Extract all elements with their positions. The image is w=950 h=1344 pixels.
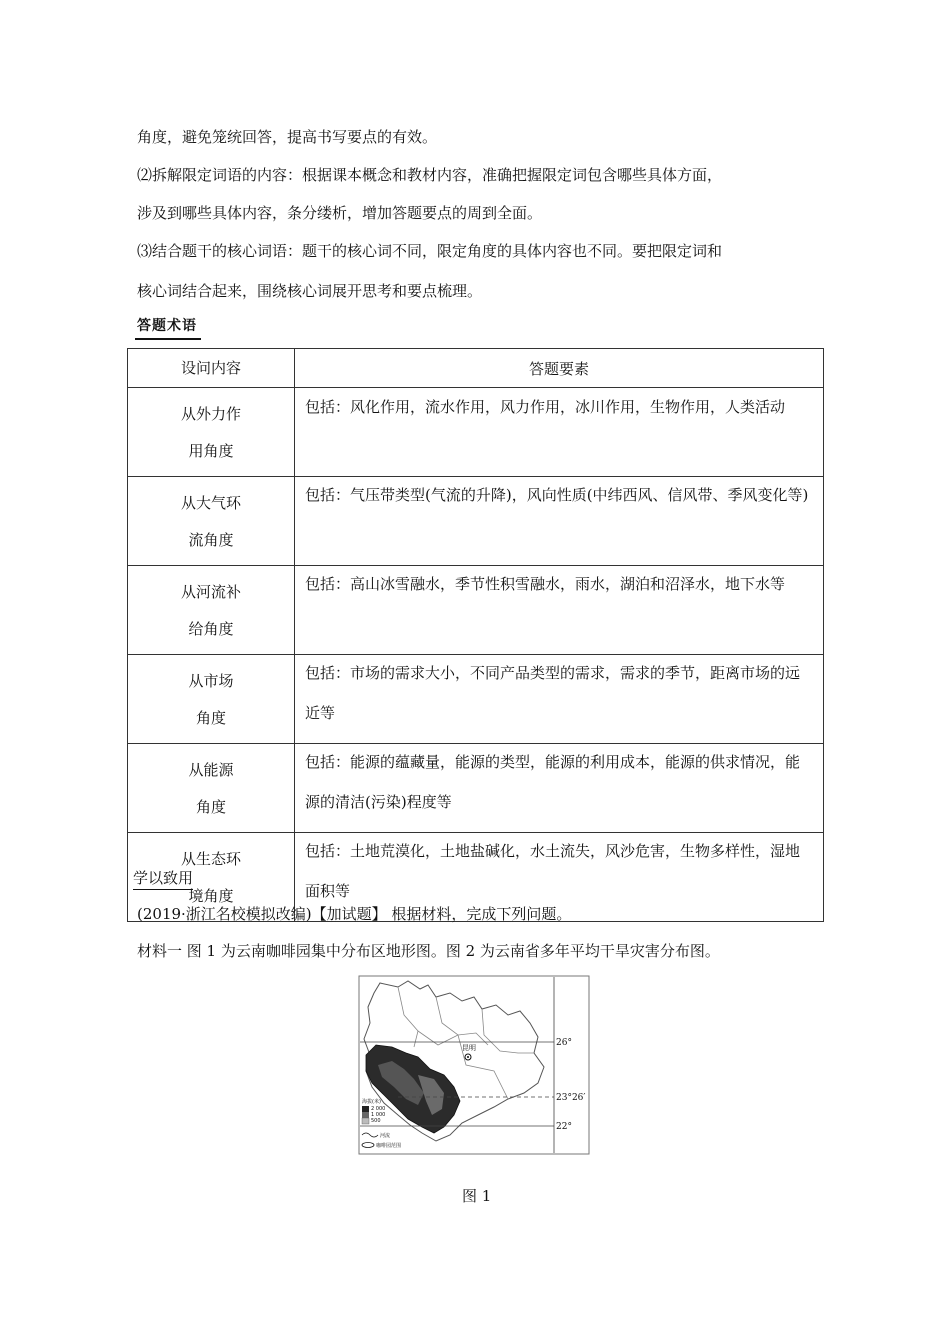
question-line: 从能源 <box>188 761 234 779</box>
legend-value: 1 000 <box>371 1112 386 1118</box>
table-header-question: 设问内容 <box>128 349 295 388</box>
legend-swatch-high <box>362 1106 369 1112</box>
material-one: 材料一 图 1 为云南咖啡园集中分布区地形图。图 2 为云南省多年平均干旱灾害分布图。 <box>137 942 720 960</box>
table-cell-answer <box>295 655 824 744</box>
intro-line-3: 涉及到哪些具体内容，条分缕析，增加答题要点的周到全面。 <box>137 204 543 222</box>
answer-text: 包括：市场的需求大小，不同产品类型的需求，需求的季节，距离市场的远近等 <box>305 664 801 722</box>
table-cell-question <box>128 655 295 744</box>
question-line: 从生态环 <box>180 850 241 868</box>
legend-river-label: 河流 <box>380 1133 391 1139</box>
lat-label-26: 26° <box>556 1038 572 1048</box>
legend-value: 2 000 <box>371 1106 386 1112</box>
legend-swatch-low <box>362 1118 369 1124</box>
intro-line-5: 核心词结合起来，围绕核心词展开思考和要点梳理。 <box>137 282 483 300</box>
legend-value: 500 <box>371 1118 381 1124</box>
table-row <box>128 388 824 477</box>
legend-title: 海拔(米) <box>362 1099 381 1105</box>
table-header-answer: 答题要素 <box>295 349 824 388</box>
intro-line-1: 角度，避免笼统回答，提高书写要点的有效。 <box>137 128 438 146</box>
answer-text: 包括：风化作用，流水作用，风力作用，冰川作用，生物作用，人类活动 <box>305 398 786 416</box>
question-line: 用角度 <box>188 442 234 460</box>
answer-text: 包括：土地荒漠化，土地盐碱化，水土流失，风沙危害，生物多样性，湿地面积等 <box>305 842 801 900</box>
question-line: 境角度 <box>188 887 234 905</box>
lat-label-2326: 23°26′ <box>556 1093 586 1103</box>
lat-label-22: 22° <box>556 1122 572 1132</box>
question-line: 从大气环 <box>180 494 241 512</box>
table-row <box>128 744 824 833</box>
yunnan-coffee-terrain-map <box>358 975 590 1155</box>
table-cell-answer <box>295 566 824 655</box>
table-cell-question <box>128 477 295 566</box>
table-row <box>128 566 824 655</box>
question-line: 流角度 <box>188 531 234 549</box>
legend-swatch-mid <box>362 1112 369 1118</box>
table-cell-answer <box>295 744 824 833</box>
apply-section-title: 学以致用 <box>133 869 194 887</box>
table-cell-answer <box>295 388 824 477</box>
kunming-marker-dot <box>467 1056 469 1058</box>
answer-text: 包括：高山冰雪融水，季节性积雪融水，雨水，湖泊和沼泽水，地下水等 <box>305 575 786 593</box>
intro-line-4: ⑶结合题干的核心词语：题干的核心词不同，限定角度的具体内容也不同。要把限定词和 <box>137 242 723 260</box>
question-line: 给角度 <box>188 620 234 638</box>
answer-text: 包括：能源的蕴藏量，能源的类型，能源的利用成本，能源的供求情况，能源的清洁(污染)程度等 <box>305 753 801 811</box>
map-svg <box>358 975 590 1155</box>
table-header-row <box>128 349 824 388</box>
question-line: 从市场 <box>188 672 234 690</box>
table-row <box>128 655 824 744</box>
question-source: (2019·浙江名校模拟改编)【加试题】 根据材料，完成下列问题。 <box>137 905 572 923</box>
table-cell-question <box>128 388 295 477</box>
question-line: 从外力作 <box>180 405 241 423</box>
section-title-answer-terms: 答题术语 <box>137 315 197 335</box>
answer-text: 包括：气压带类型(气流的升降)，风向性质(中纬西风、信风带、季风变化等) <box>305 486 809 504</box>
table-cell-question <box>128 566 295 655</box>
city-label: 昆明 <box>462 1044 476 1052</box>
question-line: 角度 <box>195 709 226 727</box>
legend-coffee-label: 咖啡园范围 <box>376 1143 402 1149</box>
table-row <box>128 477 824 566</box>
figure-caption: 图 1 <box>462 1187 492 1205</box>
table-cell-question <box>128 744 295 833</box>
question-line: 角度 <box>195 798 226 816</box>
intro-line-2: ⑵拆解限定词语的内容：根据课本概念和教材内容，准确把握限定词包含哪些具体方面， <box>137 166 723 184</box>
question-line: 从河流补 <box>180 583 241 601</box>
answer-terms-table <box>127 348 824 922</box>
table-cell-answer <box>295 477 824 566</box>
